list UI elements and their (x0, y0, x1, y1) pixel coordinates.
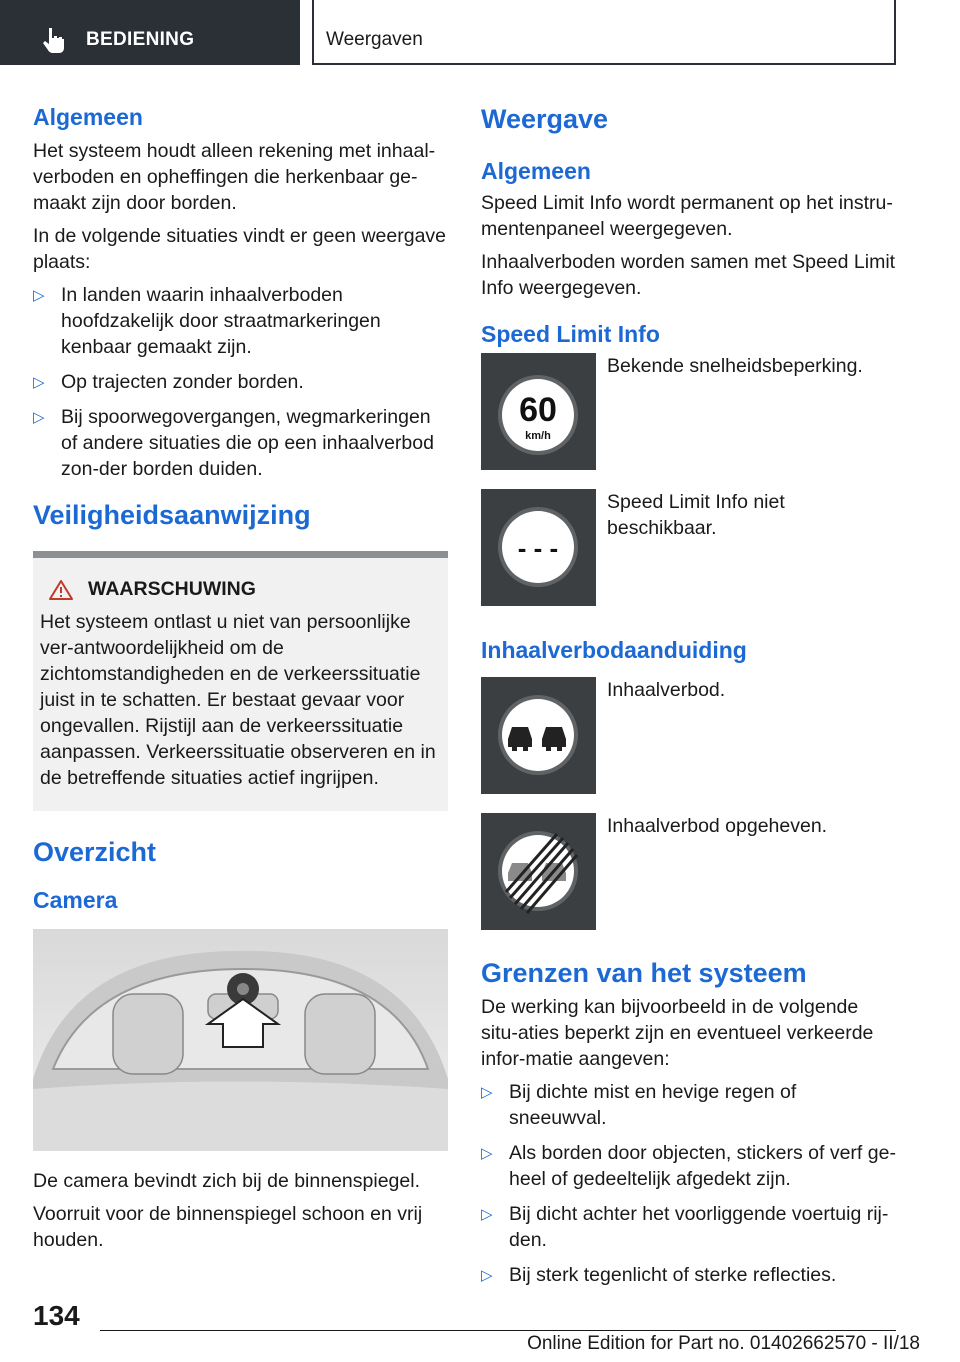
chapter-tab (0, 0, 300, 65)
heading-grenzen: Grenzen van het systeem (481, 958, 807, 988)
list-item: ▷ In landen waarin inhaalverboden hoofdzakelijk door straatmarkeringen kenbaar gemaakt zijn. (33, 284, 381, 358)
sign-row-overtaking-lifted (481, 813, 896, 949)
list-item: ▷ Bij sterk tegenlicht of sterke reflecties. (481, 1262, 896, 1288)
paragraph: In de volgende situaties vindt er geen weergave plaats: (33, 225, 447, 273)
triangle-bullet-icon: ▷ (33, 374, 45, 391)
sign-row-unavailable (481, 489, 896, 625)
speed-limit-sign-image (481, 353, 596, 470)
paragraph: De camera bevindt zich bij de binnenspiegel. (33, 1170, 420, 1192)
no-overtaking-sign-image (481, 677, 596, 794)
heading-veiligheidsaanwijzing: Veiligheidsaanwijzing (33, 500, 311, 530)
sign-row-speed-limit (481, 353, 896, 489)
heading-overzicht: Overzicht (33, 837, 157, 867)
paragraph: Het systeem houdt alleen rekening met inhaal-verboden en opheffingen die herkenbaar ge-maakt zijn door borden. (33, 140, 436, 214)
triangle-bullet-icon: ▷ (481, 1206, 493, 1223)
page-number: 134 (33, 1300, 80, 1331)
warning-triangle-icon (48, 579, 74, 601)
paragraph: Speed Limit Info wordt permanent op het instru-mentenpaneel weergegeven. (481, 192, 893, 240)
list-item: ▷ Bij dicht achter het voorliggende voertuig rij-den. (481, 1203, 889, 1251)
speed-limit-unavailable-image (481, 489, 596, 606)
footer-divider (100, 1330, 896, 1331)
triangle-bullet-icon: ▷ (481, 1267, 493, 1284)
triangle-bullet-icon: ▷ (481, 1084, 493, 1101)
list-item: ▷ Op trajecten zonder borden. (33, 369, 448, 395)
heading-speed-limit-info: Speed Limit Info (481, 321, 660, 347)
chapter-label: BEDIENING (86, 29, 195, 50)
list-item: ▷ Als borden door objecten, stickers of verf ge-heel of gedeeltelijk afgedekt zijn. (481, 1142, 896, 1190)
sign-caption: Bekende snelheidsbeperking. (607, 355, 863, 377)
list-item: ▷ Bij dichte mist en hevige regen of sneeuwval. (481, 1081, 797, 1129)
paragraph: De werking kan bijvoorbeeld in de volgende situ-aties beperkt zijn en eventueel verkeerde infor-matie aangeven: (481, 996, 874, 1070)
list-item: ▷ Bij spoorwegovergangen, wegmarkeringen of andere situaties die op een inhaalverbod zon-der borden duiden. (33, 406, 434, 480)
edition-text: Online Edition for Part no. 01402662570 - II/18 (527, 1333, 920, 1354)
triangle-bullet-icon: ▷ (33, 287, 45, 304)
warning-text: Het systeem ontlast u niet van persoonlijke ver-antwoordelijkheid om de zichtomstandigheden en de verkeerssituatie juist in te schatten. Er bestaat gevaar voor ongevallen. Rijstijl aan de verkeerssituatie aanpassen. Verkeerssituatie observeren en in de betreffende situaties actief ingrijpen. (40, 611, 436, 789)
heading-algemeen: Algemeen (481, 158, 591, 184)
bullet-list (481, 1079, 896, 1288)
svg-text:- - -: - - - (517, 533, 559, 563)
right-column (481, 100, 896, 1297)
warning-box (33, 551, 448, 811)
hand-pointer-icon (42, 27, 66, 53)
triangle-bullet-icon: ▷ (481, 1145, 493, 1162)
paragraph: Inhaalverboden worden samen met Speed Limit Info weergegeven. (481, 251, 896, 299)
svg-text:km/h: km/h (525, 430, 551, 442)
no-overtaking-end-sign-image (481, 813, 596, 930)
bullet-list (33, 282, 448, 482)
topic-tab (312, 0, 896, 65)
triangle-bullet-icon: ▷ (33, 409, 45, 426)
left-column (33, 100, 448, 1260)
camera-location-image (33, 929, 448, 1151)
sign-row-no-overtaking (481, 677, 896, 813)
heading-camera: Camera (33, 887, 118, 913)
sign-caption: Inhaalverbod opgeheven. (607, 815, 828, 837)
topic-label: Weergaven (326, 29, 423, 50)
sign-caption: Inhaalverbod. (607, 679, 726, 701)
heading-inhaalverbodaanduiding: Inhaalverbodaanduiding (481, 637, 747, 663)
svg-text:60: 60 (519, 391, 557, 429)
warning-title: WAARSCHUWING (48, 578, 440, 601)
heading-algemeen: Algemeen (33, 104, 143, 130)
paragraph: Voorruit voor de binnenspiegel schoon en vrij houden. (33, 1203, 423, 1251)
sign-caption: Speed Limit Info niet beschikbaar. (607, 491, 785, 539)
heading-weergave: Weergave (481, 104, 609, 134)
